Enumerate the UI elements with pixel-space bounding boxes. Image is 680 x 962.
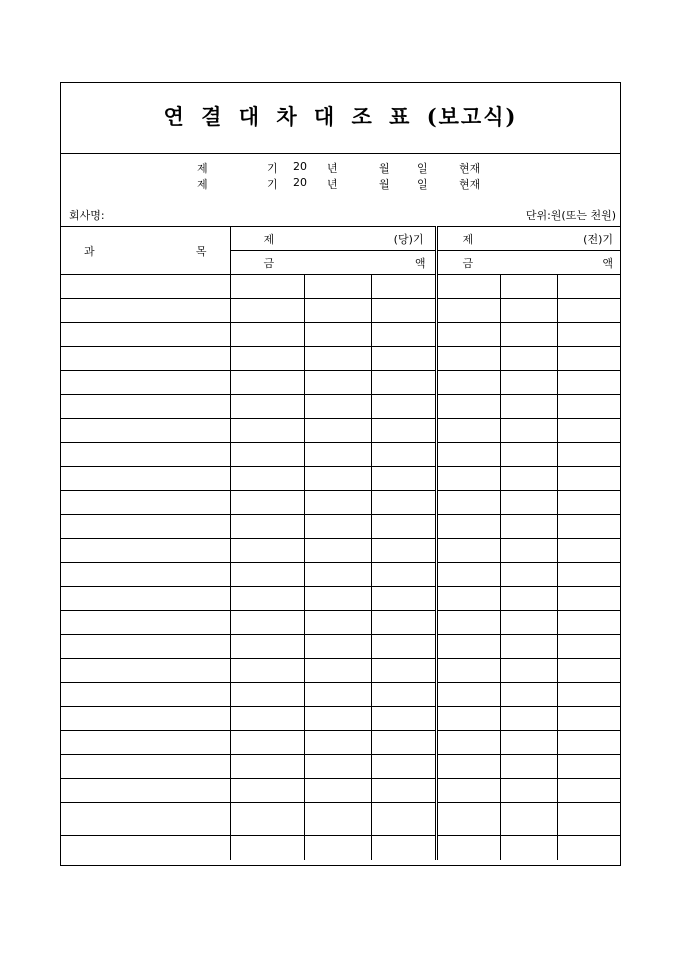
amount-cell	[436, 779, 500, 803]
subject-cell	[61, 731, 230, 755]
amount-cell	[500, 443, 557, 467]
amount-cell	[436, 299, 500, 323]
amount-cell	[500, 755, 557, 779]
amount-cell	[436, 563, 500, 587]
amount-cell	[304, 467, 371, 491]
amount-cell	[436, 323, 500, 347]
amount-cell	[557, 563, 620, 587]
table-row	[61, 539, 620, 563]
amount-cell	[436, 443, 500, 467]
amount-cell	[304, 275, 371, 299]
subject-cell	[61, 491, 230, 515]
amount-cell	[500, 563, 557, 587]
amount-cell	[500, 707, 557, 731]
amount-cell	[557, 323, 620, 347]
amount-cell	[557, 275, 620, 299]
amount-cell	[500, 299, 557, 323]
amount-cell	[230, 659, 304, 683]
amount-cell	[371, 275, 436, 299]
amount-cell	[304, 539, 371, 563]
subject-cell	[61, 275, 230, 299]
amount-cell	[500, 659, 557, 683]
balance-table	[61, 226, 620, 860]
subject-cell	[61, 836, 230, 860]
amount-cell	[371, 515, 436, 539]
table-row	[61, 395, 620, 419]
amount-cell	[436, 707, 500, 731]
amount-cell	[436, 491, 500, 515]
amount-cell	[557, 515, 620, 539]
amount-cell	[304, 299, 371, 323]
amount-cell	[500, 419, 557, 443]
table-row	[61, 611, 620, 635]
amount-cell	[230, 755, 304, 779]
amount-cell	[230, 275, 304, 299]
amount-cell	[230, 587, 304, 611]
amount-cell	[230, 707, 304, 731]
subject-cell	[61, 707, 230, 731]
amount-cell	[557, 635, 620, 659]
amount-cell	[371, 347, 436, 371]
amount-cell	[371, 443, 436, 467]
amount-cell	[230, 635, 304, 659]
subject-cell	[61, 539, 230, 563]
table-row	[61, 707, 620, 731]
table-row	[61, 371, 620, 395]
subject-cell	[61, 371, 230, 395]
amount-cell	[500, 371, 557, 395]
amount-cell	[230, 299, 304, 323]
amount-cell	[230, 539, 304, 563]
amount-cell	[436, 635, 500, 659]
amount-cell	[557, 443, 620, 467]
amount-cell	[304, 563, 371, 587]
amount-cell	[230, 395, 304, 419]
amount-cell	[230, 611, 304, 635]
amount-cell	[557, 587, 620, 611]
amount-cell	[500, 803, 557, 836]
amount-cell	[230, 515, 304, 539]
amount-cell	[500, 323, 557, 347]
amount-cell	[304, 659, 371, 683]
amount-cell	[436, 659, 500, 683]
amount-cell	[304, 347, 371, 371]
amount-cell	[371, 467, 436, 491]
amount-cell	[557, 299, 620, 323]
table-row	[61, 515, 620, 539]
amount-cell	[304, 395, 371, 419]
amount-cell	[557, 611, 620, 635]
header-row-1	[61, 227, 620, 251]
amount-cell	[304, 755, 371, 779]
amount-cell	[230, 419, 304, 443]
subject-cell	[61, 779, 230, 803]
amount-cell	[371, 323, 436, 347]
amount-cell	[304, 419, 371, 443]
balance-sheet-form: 연 결 대 차 대 조 표 (보고식) 제 기 20 년 월 일 현재 제 기 20 년 월 일 현재 회사명: 단위:원(또는 천원) 과 목 제 (당)기 제 (전)기 금 액 금 액	[60, 82, 621, 866]
amount-cell	[371, 755, 436, 779]
amount-cell	[557, 467, 620, 491]
amount-cell	[371, 659, 436, 683]
amount-cell	[500, 515, 557, 539]
amount-cell	[371, 731, 436, 755]
table-row	[61, 803, 620, 836]
amount-cell	[557, 539, 620, 563]
amount-cell	[557, 779, 620, 803]
table-row	[61, 659, 620, 683]
amount-cell	[557, 419, 620, 443]
amount-cell	[371, 683, 436, 707]
amount-cell	[557, 347, 620, 371]
amount-cell	[500, 635, 557, 659]
amount-cell	[304, 779, 371, 803]
amount-cell	[500, 836, 557, 860]
amount-cell	[230, 467, 304, 491]
subject-cell	[61, 611, 230, 635]
amount-cell	[230, 347, 304, 371]
amount-cell	[304, 587, 371, 611]
amount-cell	[500, 491, 557, 515]
table-row	[61, 443, 620, 467]
amount-cell	[304, 803, 371, 836]
amount-cell	[500, 275, 557, 299]
amount-cell	[557, 683, 620, 707]
form-title: 연 결 대 차 대 조 표 (보고식)	[163, 104, 518, 129]
amount-cell	[557, 659, 620, 683]
title-box	[61, 83, 620, 154]
subject-cell	[61, 323, 230, 347]
amount-cell	[557, 755, 620, 779]
amount-cell	[371, 779, 436, 803]
amount-cell	[557, 836, 620, 860]
table-row	[61, 779, 620, 803]
amount-cell	[230, 836, 304, 860]
amount-cell	[304, 683, 371, 707]
table-row	[61, 563, 620, 587]
amount-cell	[436, 467, 500, 491]
amount-cell	[230, 563, 304, 587]
amount-cell	[436, 419, 500, 443]
amount-cell	[230, 323, 304, 347]
table-row	[61, 275, 620, 299]
subject-cell	[61, 515, 230, 539]
prior-amount-header: 금 액	[436, 251, 620, 275]
subject-cell	[61, 635, 230, 659]
amount-cell	[371, 836, 436, 860]
amount-cell	[230, 491, 304, 515]
amount-cell	[436, 731, 500, 755]
amount-cell	[500, 587, 557, 611]
amount-cell	[371, 635, 436, 659]
amount-cell	[557, 731, 620, 755]
table-row	[61, 683, 620, 707]
amount-cell	[371, 299, 436, 323]
table-row	[61, 491, 620, 515]
subject-cell	[61, 467, 230, 491]
amount-cell	[230, 371, 304, 395]
amount-cell	[436, 803, 500, 836]
amount-cell	[557, 395, 620, 419]
amount-cell	[371, 563, 436, 587]
amount-cell	[371, 803, 436, 836]
subject-cell	[61, 587, 230, 611]
amount-cell	[304, 731, 371, 755]
amount-cell	[230, 779, 304, 803]
amount-cell	[436, 587, 500, 611]
amount-cell	[500, 347, 557, 371]
company-name-label: 회사명:	[69, 209, 105, 222]
amount-cell	[304, 635, 371, 659]
amount-cell	[304, 323, 371, 347]
subject-header: 과 목	[61, 227, 230, 275]
amount-cell	[371, 611, 436, 635]
amount-cell	[230, 731, 304, 755]
amount-cell	[304, 443, 371, 467]
subject-cell	[61, 395, 230, 419]
amount-cell	[304, 707, 371, 731]
table-row	[61, 731, 620, 755]
table-row	[61, 836, 620, 860]
amount-cell	[436, 395, 500, 419]
table-row	[61, 347, 620, 371]
amount-cell	[436, 371, 500, 395]
amount-cell	[500, 731, 557, 755]
amount-cell	[371, 707, 436, 731]
amount-cell	[436, 755, 500, 779]
amount-cell	[436, 836, 500, 860]
amount-cell	[436, 515, 500, 539]
subject-cell	[61, 755, 230, 779]
amount-cell	[371, 539, 436, 563]
amount-cell	[304, 491, 371, 515]
amount-cell	[371, 491, 436, 515]
amount-cell	[436, 275, 500, 299]
amount-cell	[304, 611, 371, 635]
amount-cell	[304, 371, 371, 395]
unit-label: 단위:원(또는 천원)	[525, 209, 616, 222]
amount-cell	[230, 803, 304, 836]
amount-cell	[557, 491, 620, 515]
amount-cell	[557, 707, 620, 731]
current-period-header: 제 (당)기	[230, 227, 436, 251]
amount-cell	[557, 803, 620, 836]
table-row	[61, 323, 620, 347]
table-row	[61, 587, 620, 611]
subject-cell	[61, 347, 230, 371]
amount-cell	[500, 467, 557, 491]
amount-cell	[436, 347, 500, 371]
amount-cell	[500, 539, 557, 563]
amount-cell	[557, 371, 620, 395]
amount-cell	[304, 515, 371, 539]
amount-cell	[371, 395, 436, 419]
amount-cell	[371, 587, 436, 611]
subject-cell	[61, 443, 230, 467]
subject-cell	[61, 683, 230, 707]
amount-cell	[436, 611, 500, 635]
amount-cell	[371, 419, 436, 443]
amount-cell	[230, 683, 304, 707]
amount-cell	[230, 443, 304, 467]
amount-cell	[500, 683, 557, 707]
table-row	[61, 299, 620, 323]
amount-cell	[436, 683, 500, 707]
amount-cell	[436, 539, 500, 563]
amount-cell	[304, 836, 371, 860]
amount-cell	[371, 371, 436, 395]
table-row	[61, 635, 620, 659]
subject-cell	[61, 563, 230, 587]
current-amount-header: 금 액	[230, 251, 436, 275]
amount-cell	[500, 395, 557, 419]
table-row	[61, 419, 620, 443]
prior-period-header: 제 (전)기	[436, 227, 620, 251]
amount-cell	[500, 779, 557, 803]
subject-cell	[61, 659, 230, 683]
table-row	[61, 467, 620, 491]
subject-cell	[61, 299, 230, 323]
subject-cell	[61, 803, 230, 836]
subject-cell	[61, 419, 230, 443]
amount-cell	[500, 611, 557, 635]
table-row	[61, 755, 620, 779]
